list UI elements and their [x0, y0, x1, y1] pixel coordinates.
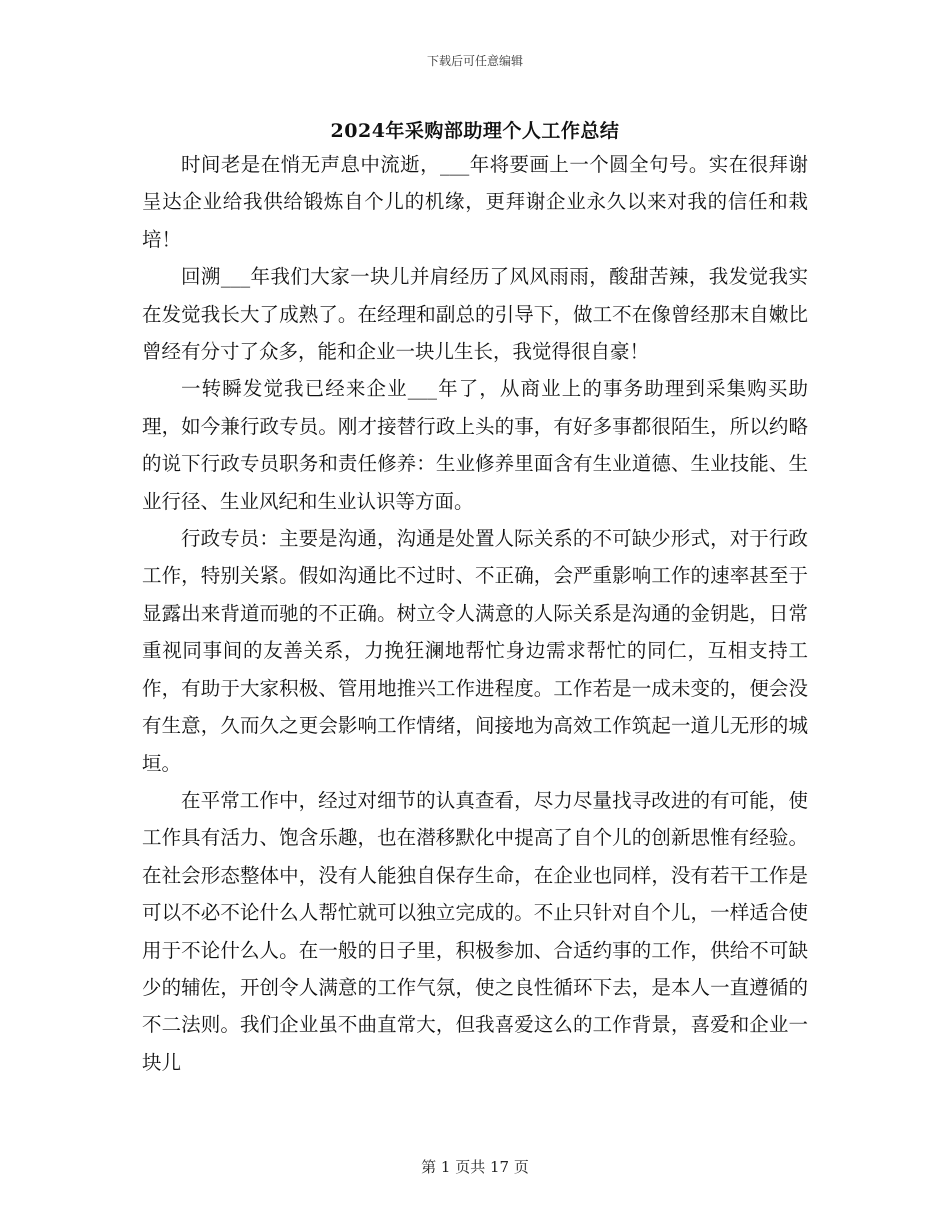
paragraph-1: 时间老是在悄无声息中流逝，___年将要画上一个圆全句号。实在很拜谢呈达企业给我供给锻炼自个儿的机缘，更拜谢企业永久以来对我的信任和栽培！ [142, 153, 808, 251]
paragraph-2: 回溯___年我们大家一块儿并肩经历了风风雨雨，酸甜苦辣，我发觉我实在发觉我长大了成熟了。在经理和副总的引导下，做工不在像曾经那末自嫩比曾经有分寸了众多，能和企业一块儿生长，我觉得很自豪！ [142, 265, 808, 364]
paragraph-3: 一转瞬发觉我已经来企业___年了，从商业上的事务助理到采集购买助理，如今兼行政专员。刚才接替行政上头的事，有好多事都很陌生，所以约略的说下行政专员职务和责任修养：生业修养里面含有生业道德、生业技能、生业行径、生业风纪和生业认识等方面。 [142, 377, 808, 513]
page-number: 第 1 页共 17 页 [421, 1158, 529, 1176]
document-body [142, 146, 808, 1081]
paragraph-5: 在平常工作中，经过对细节的认真查看，尽力尽量找寻改进的有可能，使工作具有活力、饱含乐趣，也在潜移默化中提高了自个儿的创新思惟有经验。在社会形态整体中，没有人能独自保存生命，在企业也同样，没有若干工作是可以不必不论什么人帮忙就可以独立完成的。不止只针对自个儿，一样适合使用于不论什么人。在一般的日子里，积极参加、合适约事的工作，供给不可缺少的辅佐，开创令人满意的工作气氛，使之良性循环下去，是本人一直遵循的不二法则。我们企业虽不曲直常大，但我喜爱这么的工作背景，喜爱和企业一块儿 [142, 788, 808, 1074]
page-header-note: 下载后可任意编辑 [426, 54, 523, 68]
document-title: 2024年采购部助理个人工作总结 [330, 120, 620, 142]
paragraph-4: 行政专员：主要是沟通，沟通是处置人际关系的不可缺少形式，对于行政工作，特别关紧。假如沟通比不过时、不正确，会严重影响工作的速率甚至于显露出来背道而驰的不正确。树立令人满意的人际关系是沟通的金钥匙，日常重视同事间的友善关系，力挽狂澜地帮忙身边需求帮忙的同仁，互相支持工作，有助于大家积极、管用地推兴工作进程度。工作若是一成未变的，便会没有生意，久而久之更会影响工作情绪，间接地为高效工作筑起一道儿无形的城垣。 [142, 527, 808, 775]
